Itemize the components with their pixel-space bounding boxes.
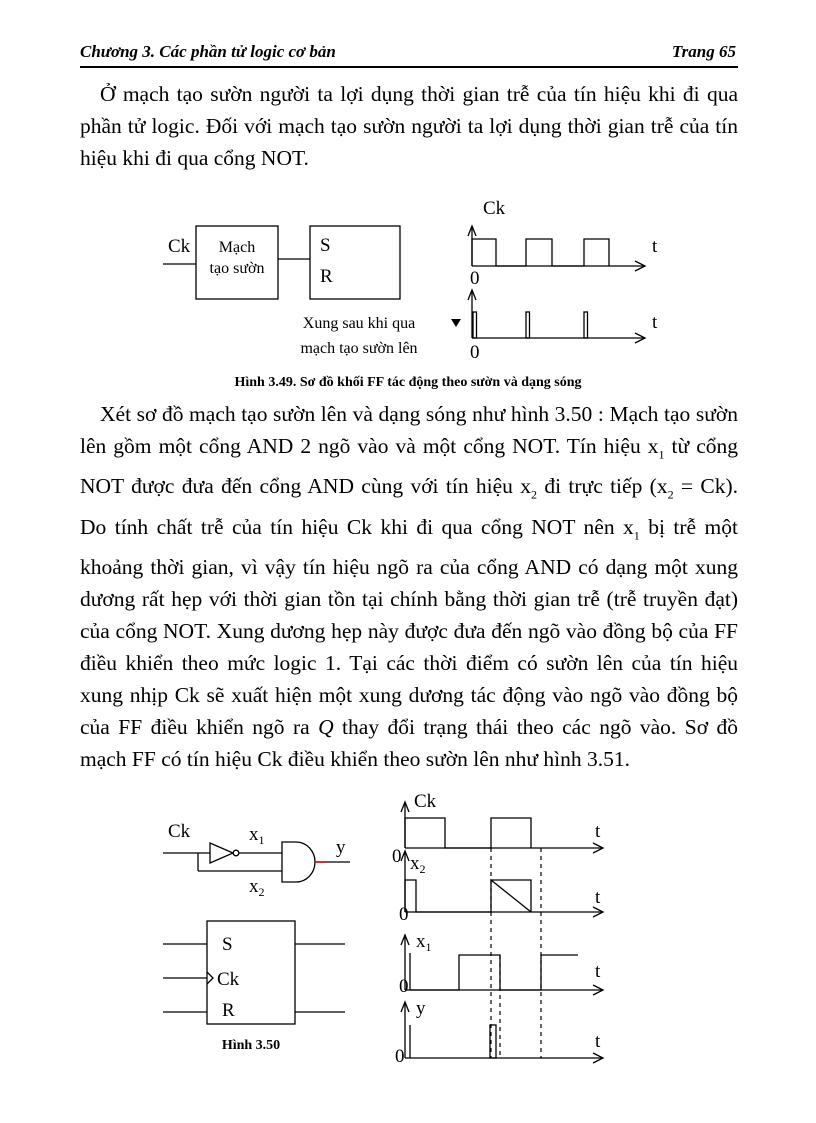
q-var: Q bbox=[318, 714, 334, 739]
fig350-t4: t bbox=[595, 1031, 601, 1052]
fig350-zero4: 0 bbox=[395, 1046, 405, 1067]
main-text-2: từ cổng NOT được đưa đến cổng AND cùng với tín hiệu bbox=[80, 434, 739, 499]
fig350-x1-label bbox=[249, 824, 265, 847]
fig349-t2: t bbox=[652, 312, 658, 333]
main-text-1: Xét sơ đồ mạch tạo sườn lên và dạng sóng như hình 3.50 : Mạch tạo sườn lên gồm một cổng AND 2 ngõ vào và một cổng NOT. Tín hiệu bbox=[80, 402, 738, 458]
x1b-var: x bbox=[623, 514, 634, 539]
fig350-wave-x2-var: x bbox=[410, 853, 420, 874]
fig350-wave-x2-sub: 2 bbox=[419, 862, 426, 876]
fig349-zero1: 0 bbox=[470, 268, 480, 289]
fig350-y-output: y bbox=[336, 837, 346, 858]
fig349-block-line2: tạo sườn bbox=[209, 260, 265, 277]
main-text-5: bị trễ một khoảng thời gian, vì vậy tín hiệu ngõ ra của cổng AND có dạng một xung dương rất hẹp với thời gian tồn tại chính bằng thời gian trễ (trễ truyền đạt) của cổng NOT. Xung dương hẹp này được đưa đến ngõ vào đồng bộ của FF điều khiển theo mức logic 1. Tại các thời điểm có sườn lên của tín hiệu xung nhịp Ck sẽ xuất hiện một xung dương tác động vào ngõ vào đồng bộ của FF điều khiển ngõ ra bbox=[80, 514, 738, 739]
fig349-t1: t bbox=[652, 236, 658, 257]
fig350-wave-x2 bbox=[410, 853, 426, 876]
fig350-zero1: 0 bbox=[392, 846, 402, 867]
fig350-x2-label bbox=[249, 876, 265, 899]
fig350-wave-x1 bbox=[416, 931, 432, 954]
figure-3-49-caption: Hình 3.49. Sơ đồ khối FF tác động theo sườn và dạng sóng bbox=[234, 375, 582, 390]
fig350-zero2: 0 bbox=[399, 904, 409, 925]
fig349-ff-s: S bbox=[320, 235, 331, 256]
header-page: Trang 65 bbox=[671, 42, 736, 61]
x2-var: x bbox=[520, 474, 532, 499]
fig350-t2: t bbox=[595, 887, 601, 908]
fig349-pulse-label-1: Xung sau khi qua bbox=[302, 315, 416, 332]
fig350-zero3: 0 bbox=[399, 976, 409, 997]
x2-sub: 2 bbox=[531, 487, 538, 502]
fig350-t1: t bbox=[595, 821, 601, 842]
fig350-wave-x1-sub: 1 bbox=[425, 940, 432, 954]
fig349-ff-r: R bbox=[320, 266, 333, 287]
header-chapter: Chương 3. Các phần tử logic cơ bản bbox=[80, 42, 336, 61]
fig350-x1-sub: 1 bbox=[258, 833, 265, 847]
fig350-wave-y: y bbox=[416, 998, 426, 1019]
fig350-x2-sub: 2 bbox=[258, 885, 265, 899]
x1-sub: 1 bbox=[658, 447, 665, 462]
main-text-6: thay đổi trạng thái theo các ngõ vào. Sơ đồ mạch FF có tín hiệu Ck điều khiển theo sườn lên như hình 3.51. bbox=[80, 714, 738, 771]
fig350-ff-ck: Ck bbox=[217, 969, 240, 990]
fig350-t3: t bbox=[595, 961, 601, 982]
fig349-ck-input: Ck bbox=[168, 236, 191, 257]
intro-paragraph: Ở mạch tạo sườn người ta lợi dụng thời gian trễ của tín hiệu khi đi qua phần tử logic. Đối với mạch tạo sườn người ta lợi dụng thời gian trễ của tín hiệu khi đi qua cổng NOT. bbox=[80, 82, 738, 170]
fig349-block-line1: Mạch bbox=[218, 239, 256, 256]
fig349-wave-ck: Ck bbox=[483, 198, 506, 219]
x1b-sub: 1 bbox=[633, 527, 640, 542]
fig350-x1-var: x bbox=[249, 824, 259, 845]
main-text-4: = Ck). Do tính chất trễ của tín hiệu Ck khi đi qua cổng NOT nên bbox=[80, 474, 739, 539]
fig349-pulse-label-2: mạch tạo sườn lên bbox=[300, 340, 418, 357]
fig350-ff-r: R bbox=[222, 1000, 235, 1021]
x2b-sub: 2 bbox=[667, 487, 674, 502]
fig349-zero2: 0 bbox=[470, 342, 480, 363]
main-text-3: đi trực tiếp ( bbox=[537, 474, 657, 499]
x1-var: x bbox=[647, 434, 659, 458]
fig350-wave-ck: Ck bbox=[414, 791, 437, 812]
fig350-x2-var: x bbox=[249, 876, 259, 897]
fig350-ff-s: S bbox=[222, 934, 233, 955]
fig350-ck-input: Ck bbox=[168, 821, 191, 842]
figure-3-50-caption: Hình 3.50 bbox=[221, 1038, 281, 1053]
x2b-var: x bbox=[656, 474, 668, 499]
fig350-wave-x1-var: x bbox=[416, 931, 426, 952]
